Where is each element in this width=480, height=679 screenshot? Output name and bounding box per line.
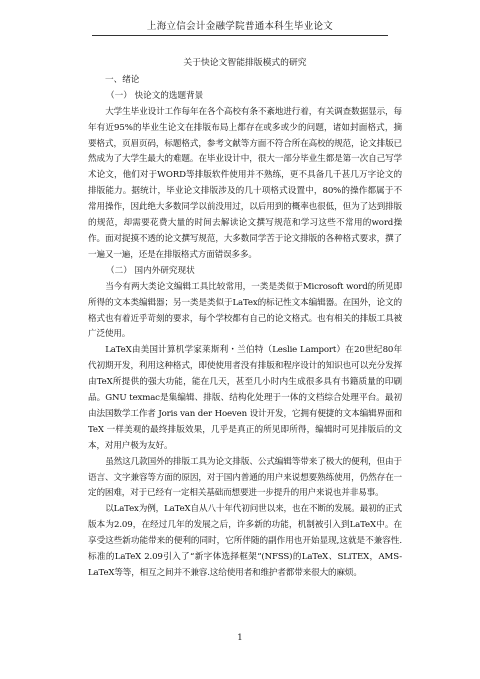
subsection-heading-background: （一） 快论文的选题背景 <box>106 90 204 101</box>
section-heading-introduction: 一、绪论 <box>105 74 140 85</box>
document-body <box>88 56 402 582</box>
paragraph-editing-tools: 当今有两大类论文编辑工具比较常用，一类是类似于Microsoft word的所见即所得的文本类编辑器；另一类是类似于LaTex的标记性文本编辑器。在国外，论文的格式也有着近乎苛刻的要求，每个学校都有自己的论文格式。也有相关的排版工具被广泛使用。 <box>88 281 402 340</box>
paragraph-latex-history: LaTeX由美国计算机学家莱斯利・兰伯特（Leslie Lamport）在20世纪80年代初期开发，利用这种格式，即使使用者没有排版和程序设计的知识也可以充分发挥由TeX所提供的强大功能，能在几天，甚至几小时内生成很多具有书籍质量的印刷品。GNU texmac是集编辑、排版、结构化处理于一体的文档综合处理平台。最初由法国数学工作者 Joris van der Hoeven 设计开发，它拥有便捷的文本编辑界面和 TeX 一样美观的最终排版效果，几乎是真正的所见即所得，编辑时可见排版后的文本，对用户极为友好。 <box>88 345 402 451</box>
paragraph-latex-compatibility: 以LaTex为例，LaTeX自从八十年代初问世以来，也在不断的发展。最初的正式版本为2.09，在经过几年的发展之后，许多新的功能，机制被引入到LaTeX中。在享受这些新功能带来的便利的同时，它所伴随的副作用也开始显现,这就是不兼容性.标准的LaTeX 2.09引入了“新字体选择框架”(NFSS)的LaTeX、SLiTEX，AMS-LaTeX等等，相互之间并不兼容.这给使用者和维护者都带来很大的麻烦。 <box>88 504 402 578</box>
document-title: 关于快论文智能排版模式的研究 <box>183 58 307 68</box>
subsection-heading-research-status: （二） 国内外研究现状 <box>106 265 195 276</box>
paragraph-background: 大学生毕业设计工作每年在各个高校有条不紊地进行着，有关调查数据显示，每年有近95%的毕业生论文在排版布局上都存在或多或少的问题，诸如封面格式，摘要格式，页眉页码，标题格式，参考文献等方面不符合所在高校的规范，论文排版已然成为了大学生最大的难题。在毕业设计中，很大一部分毕业生都是第一次自己写学术论文，他们对于WORD等排版软件使用并不熟练，更不具备几千甚几万字论文的排版能力。据统计，毕业论文排版涉及的几十项格式设置中，80%的操作都属于不常用操作，因此绝大多数同学以前没用过，以后用到的概率也很低，但为了达到排版的规范，却需要花费大量的时间去解读论文撰写规范和学习这些不常用的word操作。面对捉摸不透的论文撰写规范，大多数同学苦于论文排版的各种格式要求，撰了一遍又一遍，还是在排版格式方面错误多多。 <box>88 106 402 260</box>
running-header: 上海立信会计金融学院普通本科生毕业论文 <box>92 18 388 36</box>
page-number: 1 <box>237 633 243 643</box>
paragraph-tool-limitations: 虽然这几款国外的排版工具为论文排版、公式编辑等带来了极大的便利，但由于语言、文字兼容等方面的原因，对于国内普通的用户来说想要熟练使用，仍然存在一定的困难，对于已经有一定相关基础而想要进一步提升的用户来说也并非易事。 <box>88 456 402 499</box>
